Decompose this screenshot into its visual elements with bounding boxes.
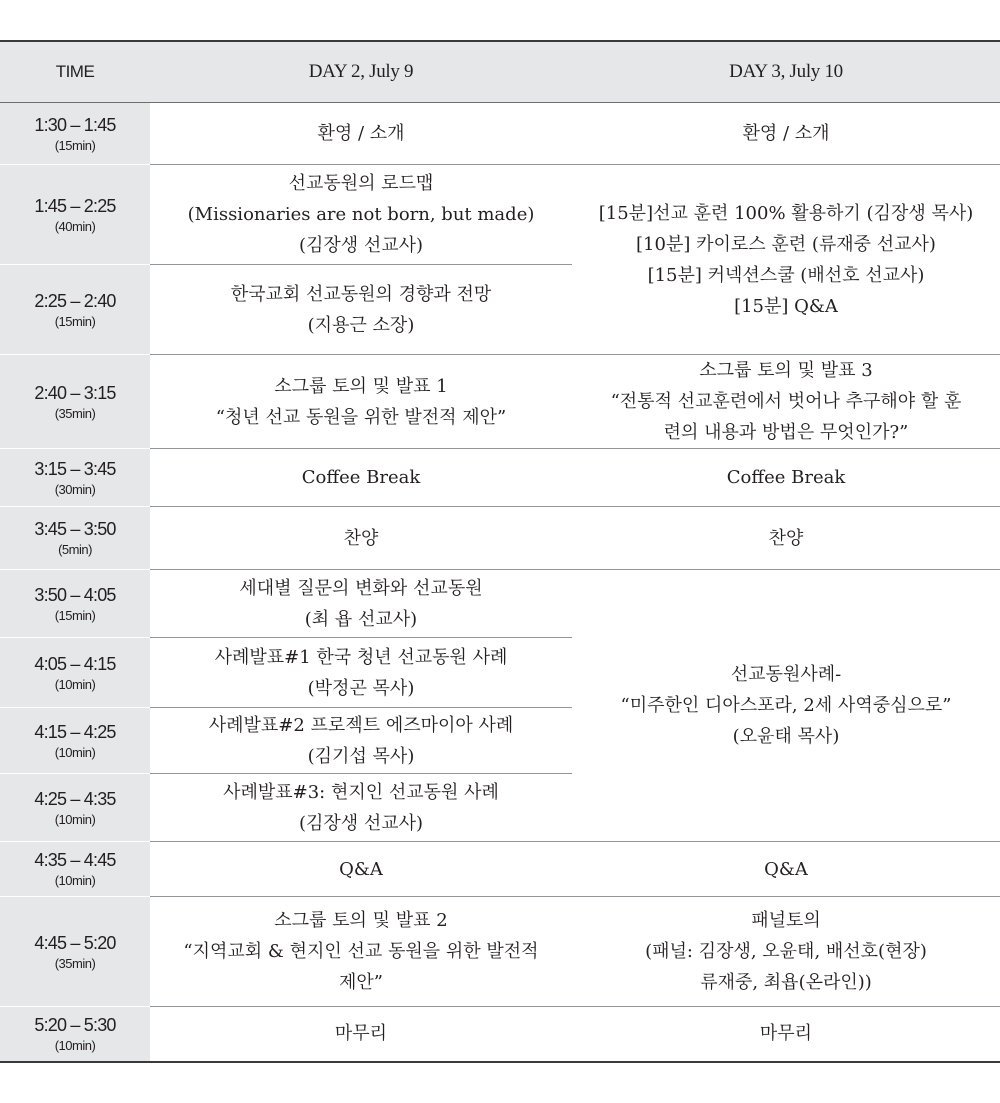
time-duration: (40min) (54, 218, 96, 234)
session-title: 패널토의 (751, 910, 821, 931)
time-cell (0, 897, 150, 1007)
session-title: 찬양 (768, 527, 804, 549)
session-title: 한국교회 선교동원의 경향과 전망 (230, 283, 492, 305)
time-cell (0, 103, 150, 165)
session-title: 환영 / 소개 (742, 123, 830, 144)
session-title: 소그룹 토의 및 발표 1 (274, 375, 448, 397)
session-speaker: (오윤태 목사) (732, 726, 840, 747)
time-cell (0, 507, 150, 570)
session-subtitle: 제안” (339, 972, 383, 993)
table-row (0, 570, 1000, 638)
session-title: 마무리 (759, 1023, 813, 1045)
session-speaker: (김기섭 목사) (307, 745, 415, 767)
day3-group3 (572, 355, 1000, 449)
time-range: 1:45 – 2:25 (34, 195, 116, 216)
time-duration: (10min) (54, 744, 96, 760)
time-duration: (10min) (54, 1038, 96, 1054)
header-row (0, 41, 1000, 103)
session-title: 소그룹 토의 및 발표 3 (699, 360, 873, 381)
time-range: 4:05 – 4:15 (34, 653, 116, 674)
day3-welcome (572, 103, 1000, 165)
table-row (0, 103, 1000, 165)
session-title: 사례발표#3: 현지인 선교동원 사례 (223, 781, 499, 803)
time-duration: (15min) (54, 137, 96, 153)
day3-training (572, 165, 1000, 355)
session-title: 소그룹 토의 및 발표 2 (274, 910, 448, 931)
time-range: 5:20 – 5:30 (34, 1014, 116, 1035)
session-speaker: 류재중, 최욥(온라인)) (700, 972, 872, 993)
session-title: 마무리 (334, 1023, 388, 1045)
session-speaker: (패널: 김장생, 오윤태, 배선호(현장) (645, 941, 927, 962)
table-row (0, 165, 1000, 265)
time-cell (0, 638, 150, 708)
day2-generation (150, 570, 572, 638)
time-duration: (30min) (54, 481, 96, 497)
session-title: Coffee Break (301, 467, 421, 488)
time-cell (0, 265, 150, 355)
session-title: 환영 / 소개 (317, 123, 405, 144)
time-cell (0, 774, 150, 842)
table-row (0, 1007, 1000, 1062)
time-duration: (15min) (54, 313, 96, 329)
time-cell (0, 570, 150, 638)
session-speaker: (박정곤 목사) (307, 677, 415, 699)
time-range: 1:30 – 1:45 (34, 114, 116, 135)
table-row (0, 842, 1000, 897)
time-cell (0, 165, 150, 265)
day2-closing (150, 1007, 572, 1062)
time-range: 4:45 – 5:20 (34, 932, 116, 953)
session-title: Coffee Break (726, 467, 846, 488)
day3-closing (572, 1007, 1000, 1062)
day2-praise (150, 507, 572, 570)
session-speaker: (김장생 선교사) (298, 235, 424, 256)
header-time: TIME (0, 41, 150, 103)
session-title: 선교동원의 로드맵 (288, 173, 434, 194)
time-range: 3:50 – 4:05 (34, 584, 116, 605)
session-line: [15분] 커넥션스쿨 (배선호 선교사) (647, 264, 925, 286)
time-cell (0, 842, 150, 897)
session-line: [10분] 카이로스 훈련 (류재중 선교사) (636, 233, 936, 255)
day2-coffee (150, 449, 572, 507)
session-speaker: (최 욥 선교사) (304, 608, 418, 630)
session-subtitle: “청년 선교 동원을 위한 발전적 제안” (215, 406, 507, 428)
time-duration: (10min) (54, 873, 96, 889)
table-row (0, 355, 1000, 449)
day2-group2 (150, 897, 572, 1007)
session-title: 사례발표#2 프로젝트 에즈마이아 사례 (208, 714, 514, 736)
time-range: 4:35 – 4:45 (34, 850, 116, 871)
day2-group1 (150, 355, 572, 449)
time-range: 4:15 – 4:25 (34, 721, 116, 742)
time-range: 2:25 – 2:40 (34, 290, 116, 311)
time-duration: (10min) (54, 811, 96, 827)
table-row (0, 507, 1000, 570)
table-row (0, 897, 1000, 1007)
time-duration: (10min) (54, 676, 96, 692)
day3-praise (572, 507, 1000, 570)
session-title: 세대별 질문의 변화와 선교동원 (239, 577, 483, 599)
time-range: 3:45 – 3:50 (34, 519, 116, 540)
session-title: 선교동원사례- (730, 664, 842, 685)
session-subtitle: 련의 내용과 방법은 무엇인가?” (663, 422, 909, 443)
time-cell (0, 355, 150, 449)
table-row (0, 449, 1000, 507)
day2-roadmap (150, 165, 572, 265)
session-line: [15분] Q&A (734, 295, 838, 317)
day2-case1 (150, 638, 572, 708)
time-range: 4:25 – 4:35 (34, 788, 116, 809)
time-duration: (15min) (54, 607, 96, 623)
time-cell (0, 449, 150, 507)
time-range: 3:15 – 3:45 (34, 458, 116, 479)
time-range: 2:40 – 3:15 (34, 382, 116, 403)
session-subtitle: (Missionaries are not born, but made) (187, 204, 535, 225)
header-day3: DAY 3, July 10 (572, 41, 1000, 103)
time-duration: (35min) (54, 405, 96, 421)
header-day2: DAY 2, July 9 (150, 41, 572, 103)
day3-coffee (572, 449, 1000, 507)
day3-diaspora (572, 570, 1000, 842)
time-cell (0, 708, 150, 774)
session-subtitle: “미주한인 디아스포라, 2세 사역중심으로” (620, 695, 952, 716)
session-subtitle: “전통적 선교훈련에서 벗어나 추구해야 할 훈 (610, 391, 962, 412)
day3-qa (572, 842, 1000, 897)
time-duration: (5min) (58, 542, 92, 558)
session-title: 찬양 (343, 527, 379, 549)
session-title: 사례발표#1 한국 청년 선교동원 사례 (214, 646, 508, 668)
schedule-table (0, 40, 1000, 1063)
session-title: Q&A (339, 858, 383, 880)
session-speaker: (김장생 선교사) (298, 812, 424, 834)
day3-panel (572, 897, 1000, 1007)
time-duration: (35min) (54, 955, 96, 971)
session-title: Q&A (764, 858, 808, 880)
session-speaker: (지용근 소장) (307, 314, 415, 336)
day2-case2 (150, 708, 572, 774)
day2-trends (150, 265, 572, 355)
time-cell (0, 1007, 150, 1062)
day2-welcome (150, 103, 572, 165)
session-subtitle: “지역교회 & 현지인 선교 동원을 위한 발전적 (183, 941, 539, 962)
session-line: [15분]선교 훈련 100% 활용하기 (김장생 목사) (598, 202, 974, 224)
day2-qa (150, 842, 572, 897)
day2-case3 (150, 774, 572, 842)
